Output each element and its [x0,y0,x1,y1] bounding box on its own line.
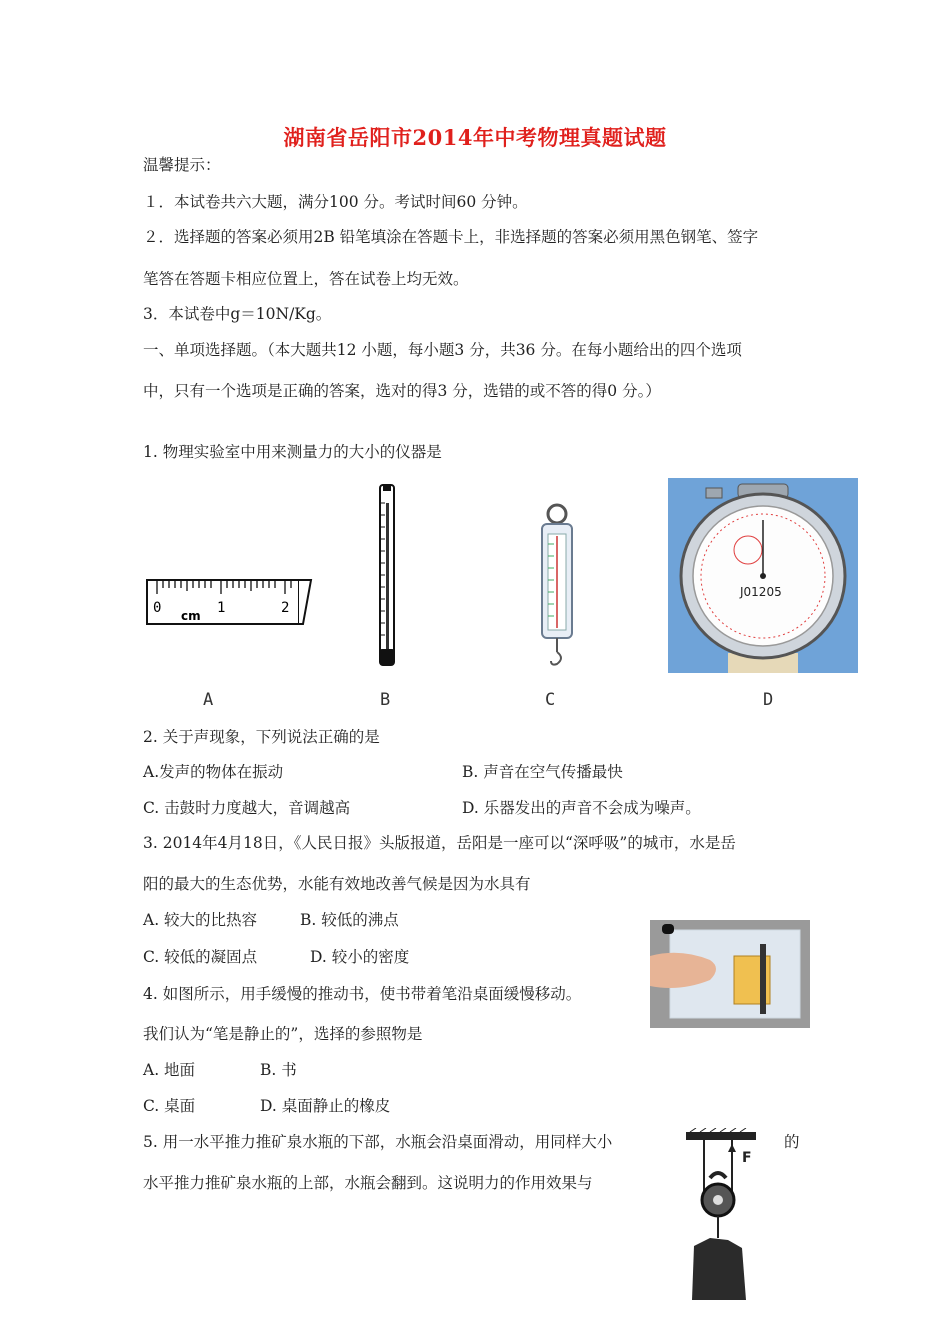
stopwatch-model-text: J01205 [740,585,782,599]
q5-stem-line1-tail: 的 [784,1133,800,1151]
ruler-tick-1: 1 [217,600,226,616]
q4-stem-line1: 4. 如图所示，用手缓慢的推动书，使书带着笔沿桌面缓慢移动。 [143,985,582,1003]
ruler-figure [145,578,315,628]
q3-stem-line1: 3. 2014年4月18日，《人民日报》头版报道，岳阳是一座可以“深呼吸”的城市，水是岳 [143,834,736,852]
fig-label-d: D [763,690,774,710]
ruler-tick-2: 2 [281,600,290,616]
q2-option-b: B. 声音在空气传播最快 [462,763,623,781]
q2-option-d: D. 乐器发出的声音不会成为噪声。 [462,799,701,817]
q3-stem-line2: 阳的最大的生态优势，水能有效地改善气候是因为水具有 [143,875,531,893]
q3-option-b: B. 较低的沸点 [300,911,399,929]
spring-scale-figure [534,500,580,670]
fig-label-a: A [203,690,214,710]
section1-intro-line2: 中，只有一个选项是正确的答案，选对的得3 分，选错的或不答的得0 分。） [143,382,661,400]
ruler-unit: cm [181,609,201,623]
q5-stem-line2: 水平推力推矿泉水瓶的上部，水瓶会翻到。这说明力的作用效果与 [143,1174,593,1192]
tip-item-1: １．本试卷共六大题，满分100 分。考试时间60 分钟。 [143,193,528,211]
q5-stem-line1: 5. 用一水平推力推矿泉水瓶的下部，水瓶会沿桌面滑动，用同样大小 [143,1133,613,1151]
q1-stem: 1. 物理实验室中用来测量力的大小的仪器是 [143,443,442,461]
q3-option-c: C. 较低的凝固点 [143,948,258,966]
q2-option-c: C. 击鼓时力度越大，音调越高 [143,799,351,817]
stopwatch-figure [668,478,858,673]
q4-stem-line2: 我们认为“笔是静止的”，选择的参照物是 [143,1025,423,1043]
book-push-figure [650,920,810,1028]
q3-option-a: A. 较大的比热容 [143,911,258,929]
pulley-figure [680,1128,780,1308]
q4-option-c: C. 桌面 [143,1097,196,1115]
tip-item-2-cont: 笔答在答题卡相应位置上，答在试卷上均无效。 [143,270,469,288]
fig-label-c: C [545,690,556,710]
section1-intro-line1: 一、单项选择题。（本大题共12 小题，每小题3 分，共36 分。在每小题给出的四个选项 [143,341,742,359]
q4-option-d: D. 桌面静止的橡皮 [260,1097,391,1115]
tip-item-3: 3．本试卷中g＝10N/Kg。 [143,305,332,323]
tip-item-2: ２．选择题的答案必须用2B 铅笔填涂在答题卡上，非选择题的答案必须用黑色钢笔、签字 [143,228,759,246]
tips-heading: 温馨提示： [143,156,221,174]
q2-option-a: A.发声的物体在振动 [143,763,284,781]
q3-option-d: D. 较小的密度 [310,948,410,966]
fig-label-b: B [380,690,391,710]
q4-option-a: A. 地面 [143,1061,196,1079]
page-title: 湖南省岳阳市2014年中考物理真题试题 [283,125,667,150]
ruler-tick-0: 0 [153,600,162,616]
q4-option-b: B. 书 [260,1061,297,1079]
q2-stem: 2. 关于声现象，下列说法正确的是 [143,728,380,746]
pulley-force-label: F [742,1150,752,1166]
thermometer-figure [372,483,402,668]
